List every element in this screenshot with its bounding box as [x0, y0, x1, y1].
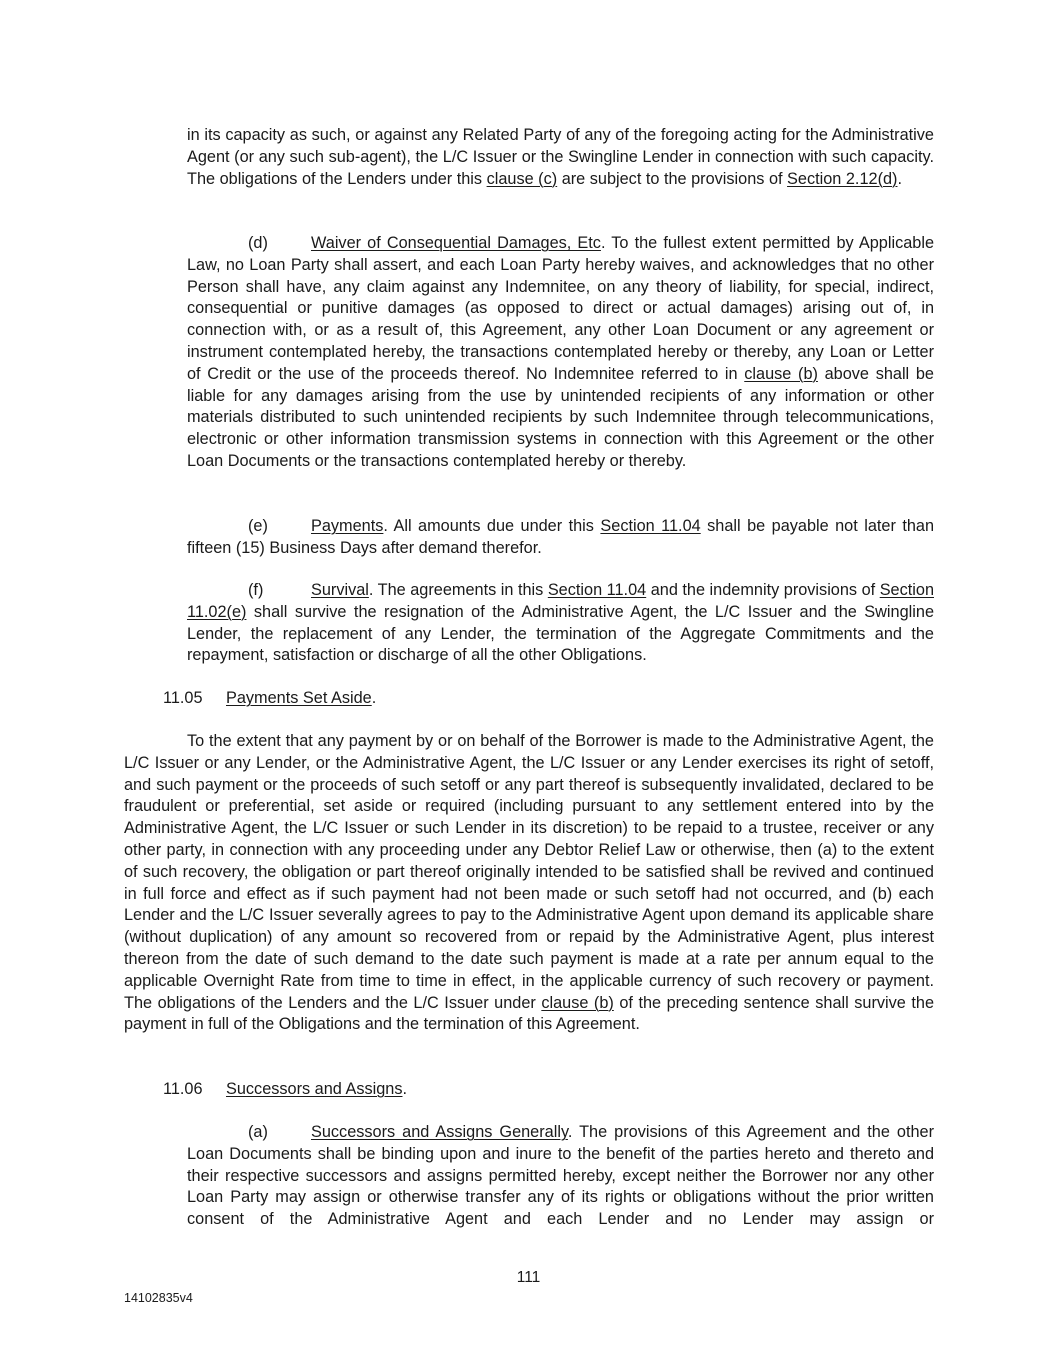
text-run: . — [897, 169, 902, 188]
page-number: 111 — [516, 1269, 541, 1286]
clause-marker: (a) — [248, 1123, 268, 1141]
text-run: and the indemnity provisions of — [646, 581, 880, 599]
cross-reference-link: Section 2.12(d) — [787, 169, 898, 188]
text-run: To the extent that any payment by or on behalf of the Borrower is made to the Administrative Agent, the L/C Issuer or any Lender, or the Administrative Agent, the L/C Issuer or any Lender exercises its right of setoff, and such payment or the proceeds of such setoff or any part thereof is subsequently invalidated, declared to be fraudulent or preferential, set aside or required (including pursuant to any settlement entered into by the Administrative Agent, the L/C Issuer or such Lender in its discretion) to be repaid to a trustee, receiver or any other party, in connection with any proceeding under any Debtor Relief Law or otherwise, then (a) to the extent of such recovery, the obligation or part thereof originally intended to be satisfied shall be revived and continued in full force and effect as if such payment had not been made or such setoff had not occurred, and (b) each Lender and the L/C Issuer severally agrees to pay to the Administrative Agent upon demand its applicable share (without duplication) of any amount so recovered from or repaid by the Administrative Agent, plus interest thereon from the date of such demand to the date such payment is made at a rate per annum equal to the applicable Overnight Rate from time to time in effect, in the applicable currency of such recovery or payment. The obligations of the Lenders and the L/C Issuer under — [124, 732, 934, 1012]
document-id: 14102835v4 — [124, 1291, 193, 1305]
section-title: Successors and Assigns — [226, 1080, 403, 1098]
paragraph-e-payments — [187, 516, 934, 560]
section-number: 11.06 — [163, 1080, 203, 1098]
section-heading-11-06 — [163, 1079, 407, 1101]
cross-reference-link: clause (c) — [486, 169, 558, 188]
cross-reference-link: clause (b) — [744, 364, 818, 383]
paragraph-d-waiver — [187, 233, 934, 473]
text-run: . The agreements in this — [368, 581, 548, 599]
text-run: shall be payable not later than fifteen (15) Business Days after demand therefor. — [187, 517, 935, 557]
paragraph-c-continuation — [187, 125, 934, 190]
paragraph-payments-set-aside — [124, 731, 934, 1036]
text-run: shall survive the resignation of the Administrative Agent, the L/C Issuer and the Swingline Lender, the replacement of any Lender, the termination of the Aggregate Commitments and the repayment, satisfaction or discharge of all the other Obligations. — [187, 602, 934, 665]
paragraph-a-successors-generally — [187, 1122, 934, 1231]
clause-marker: (d) — [248, 234, 268, 252]
section-title: Payments Set Aside — [226, 689, 372, 707]
cross-reference-link: Section 11.04 — [547, 581, 647, 599]
text-run: . The provisions of this Agreement and the other Loan Documents shall be binding upon and inure to the benefit of the parties hereto and thereto and their respective successors and assigns permitted hereby, except neither the Borrower nor any other Loan Party may assign or otherwise transfer any of its rights or obligations without the prior written consent of the Administrative Agent and each Lender and no Lender may assign or — [187, 1123, 934, 1229]
text-run: of the preceding sentence shall survive the payment in full of the Obligations and the termination of this Agreement. — [124, 993, 934, 1034]
cross-reference-link: Section 11.04 — [600, 517, 701, 535]
text-run: . All amounts due under this — [383, 517, 601, 535]
section-heading-11-05 — [163, 688, 376, 710]
text-run: above shall be liable for any damages arising from the use by unintended recipients of any information or other materials distributed to such unintended recipients by such Indemnitee through telecommunications, electronic or other information transmission systems in connection with this Agreement or the other Loan Documents or the transactions contemplated hereby or thereby. — [187, 364, 934, 470]
section-title-tail: . — [371, 689, 377, 707]
paragraph-f-survival — [187, 580, 934, 667]
clause-marker: (e) — [248, 517, 268, 535]
section-title-tail: . — [402, 1080, 408, 1098]
text-run: are subject to the provisions of — [557, 169, 788, 188]
text-run: . To the fullest extent permitted by Applicable Law, no Loan Party shall assert, and each Loan Party hereby waives, and acknowledges that no other Person shall have, any claim against any Indemnitee, on any theory of liability, for special, indirect, consequential or punitive damages (as opposed to direct or actual damages) arising out of, in connection with, or as a result of, this Agreement, any other Loan Document or any agreement or instrument contemplated hereby, the transactions contemplated hereby or thereby, any Loan or Letter of Credit or the use of the proceeds thereof. No Indemnitee referred to in — [187, 234, 934, 383]
clause-heading: Successors and Assigns Generally — [311, 1123, 568, 1141]
clause-heading: Payments — [311, 517, 384, 535]
clause-marker: (f) — [248, 581, 264, 599]
clause-heading: Waiver of Consequential Damages, Etc — [311, 234, 601, 252]
text-run: in its capacity as such, or against any Related Party of any of the foregoing acting for the Administrative Agent (or any such sub-agent), the L/C Issuer or the Swingline Lender in connection with such capacity. The obligations of the Lenders under this — [187, 126, 934, 188]
cross-reference-link: clause (b) — [541, 993, 614, 1012]
section-number: 11.05 — [163, 689, 203, 707]
cross-reference-link: Section 11.02(e) — [187, 581, 934, 621]
clause-heading: Survival — [311, 581, 369, 599]
